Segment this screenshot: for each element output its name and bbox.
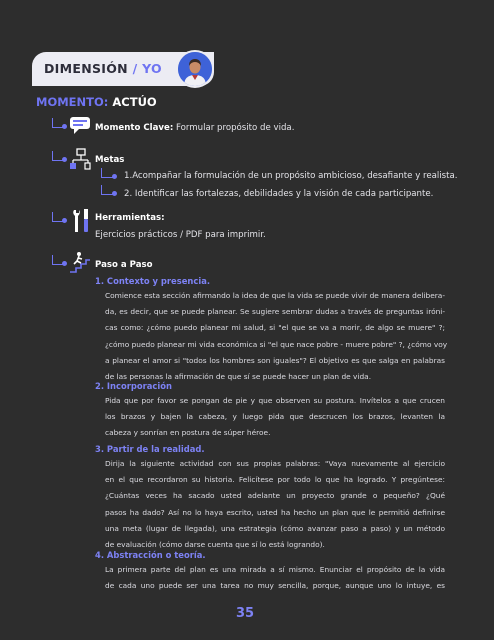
paragraph-line: de evaluación (cómo darse cuenta que sí lo está logrando). [105, 540, 325, 550]
page-number: 35 [236, 606, 255, 621]
paragraph-line: Comience esta sección afirmando la idea de que la vida se puede vivir de manera delibera- [105, 291, 445, 300]
section-paragraph [105, 562, 445, 594]
section-title: 3. Partir de la realidad. [95, 444, 205, 454]
chat-bubble-icon [69, 116, 91, 136]
herramientas-text: Ejercicios prácticos / PDF para imprimir. [95, 230, 266, 240]
climbing-stairs-icon [69, 251, 91, 273]
section-paragraph [105, 456, 445, 553]
bullet-dot [62, 261, 67, 266]
paragraph-line: cas como: ¿cómo puedo planear mi salud, si "el que se va a morir, de algo se muere" ?; [105, 323, 445, 333]
section-paragraph [105, 393, 445, 442]
paragraph-line: Dirija la siguiente actividad con sus propias palabras: "Vaya nuevamente al ejercicio [105, 459, 445, 468]
avatar [176, 50, 214, 88]
paragraph-line: La primera parte del plan es una mirada a sí mismo. Enunciar el propósito de la vida [105, 565, 445, 574]
section-title: 4. Abstracción o teoría. [95, 550, 206, 560]
person-avatar-icon [178, 52, 212, 86]
momento-heading: MOMENTO: ACTÚO [36, 95, 157, 109]
bullet-dot [62, 157, 67, 162]
paragraph-line: una meta (lugar de llegada), una estrategia (cómo avanzar paso a paso) y un método [105, 523, 445, 533]
bullet-dot [112, 174, 117, 179]
paragraph-line: ¿cómo puedo planear mi vida económica si "el que nace pobre - muere pobre" ?, ¿cómo voy [105, 339, 448, 349]
bullet-dot [62, 124, 67, 129]
paragraph-line: da, es decir, que se puede planear. Se sugiere sembrar dudas a través de preguntas iróni- [105, 307, 445, 317]
tools-icon [71, 208, 91, 234]
paragraph-line: a planear el amor si "todos los hombres son iguales"? El objetivo es que salga en palabras [105, 355, 445, 365]
paragraph-line: ¿Cuántas veces ha sacado usted adelante un proyecto grande o pequeño? ¿Qué [105, 491, 445, 501]
paragraph-line: pasos ha dado? Así no lo haya escrito, usted ha hecho un plan que le permitió definirse [105, 507, 445, 517]
meta-item: 1.Acompañar la formulación de un propósito ambicioso, desafiante y realista. [124, 171, 458, 181]
section-title: 1. Contexto y presencia. [95, 276, 211, 286]
paragraph-line: los brazos y bajen la cabeza, y luego pida que descrucen los brazos, levanten la [105, 412, 445, 422]
paragraph-line: en el que recordaron su historia. Felicítese por todo lo que ha logrado. Y pregúntese: [105, 475, 445, 485]
paragraph-line: de cada uno puede ser una tarea no muy sencilla, porque, aunque uno lo intuye, es [105, 581, 445, 591]
momento-clave: Momento Clave: Formular propósito de vida. [95, 123, 295, 133]
paragraph-line: de las personas la afirmación de que sí se puede hacer un plan de vida. [105, 372, 372, 382]
dimension-title: DIMENSIÓN / YO [44, 61, 162, 76]
section-title: 2. Incorporación [95, 381, 172, 391]
paragraph-line: Pida que por favor se pongan de pie y que observen su postura. Invítelos a que crucen [105, 396, 445, 405]
section-paragraph [105, 288, 448, 385]
network-diagram-icon [69, 148, 91, 172]
meta-item: 2. Identificar las fortalezas, debilidades y la visión de cada participante. [124, 189, 434, 199]
paso-a-paso-label: Paso a Paso [95, 260, 153, 270]
metas-label: Metas [95, 155, 125, 165]
bullet-dot [112, 191, 117, 196]
paragraph-line: cabeza y sonrían en postura de súper héroe. [105, 428, 271, 438]
bullet-dot [62, 218, 67, 223]
herramientas-label: Herramientas: [95, 213, 165, 223]
